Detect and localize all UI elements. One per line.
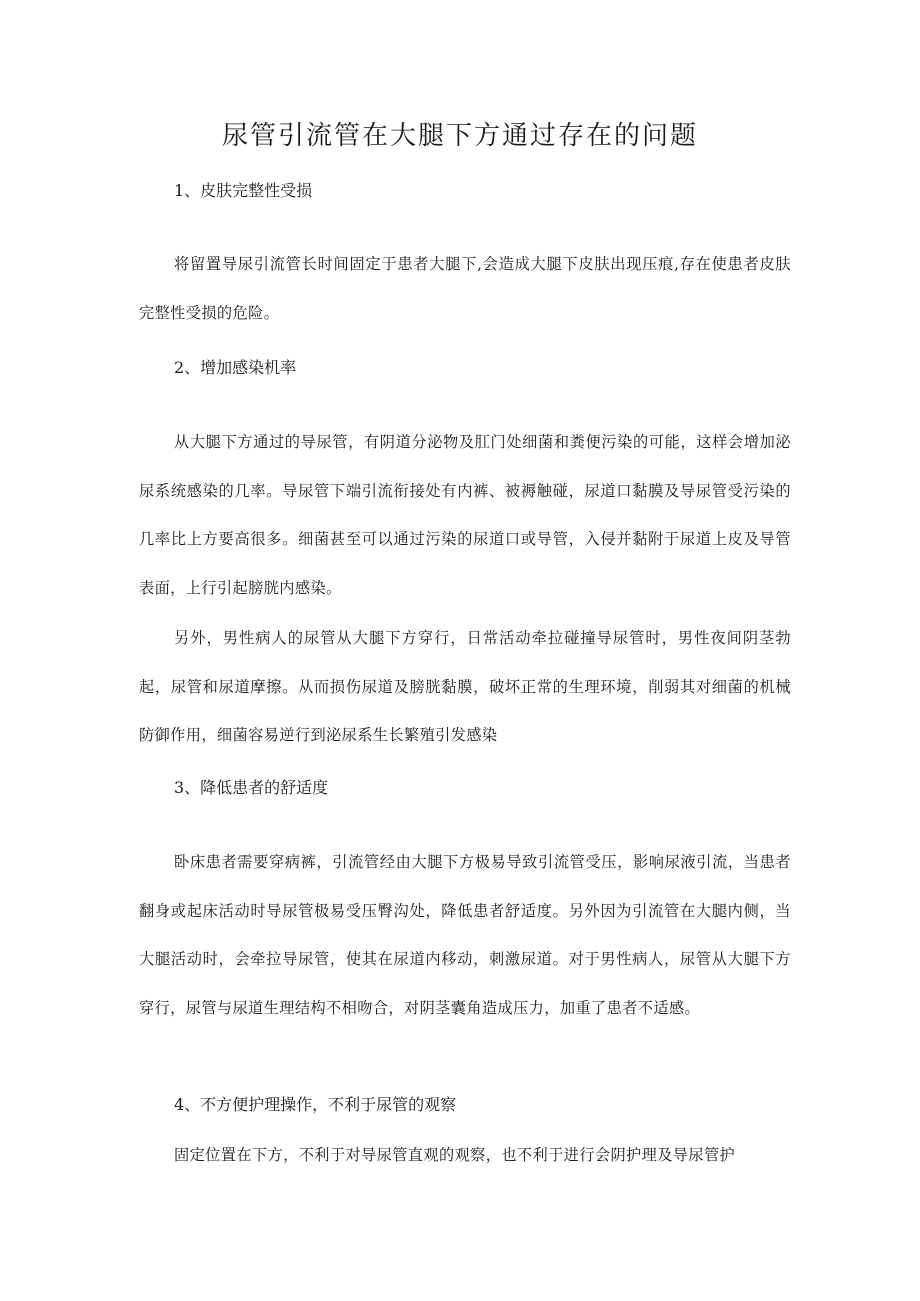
- section-4-paragraph-1: 固定位置在下方，不利于对导尿管直观的观察，也不利于进行会阴护理及导尿管护: [174, 1146, 736, 1164]
- section-heading-1: 1、皮肤完整性受损: [174, 181, 313, 200]
- document-title: 尿管引流管在大腿下方通过存在的问题: [221, 121, 698, 151]
- section-heading-2: 2、增加感染机率: [174, 358, 297, 377]
- section-heading-3: 3、降低患者的舒适度: [174, 778, 329, 797]
- section-2-paragraph-1: 从大腿下方通过的导尿管，有阴道分泌物及肛门处细菌和粪便污染的可能，这样会增加泌尿系统感染的几率。导尿管下端引流衔接处有内裤、被褥触碰，尿道口黏膜及导尿管受污染的几率比上方要高很多。细菌甚至可以通过污染的尿道口或导管，入侵并黏附于尿道上皮及导管表面，上行引起膀胱内感染。: [139, 433, 791, 597]
- section-1-paragraph-1: 将留置导尿引流管长时间固定于患者大腿下,会造成大腿下皮肤出现压痕,存在使患者皮肤完整性受损的危险。: [139, 255, 791, 322]
- section-2-paragraph-2: 另外，男性病人的尿管从大腿下方穿行，日常活动牵拉碰撞导尿管时，男性夜间阴茎勃起，尿管和尿道摩擦。从而损伤尿道及膀胱黏膜，破坏正常的生理环境，削弱其对细菌的机械防御作用，细菌容易逆行到泌尿系生长繁殖引发感染: [139, 629, 791, 744]
- section-heading-4: 4、不方便护理操作，不利于尿管的观察: [174, 1095, 457, 1114]
- section-3-paragraph-1: 卧床患者需要穿病裤，引流管经由大腿下方极易导致引流管受压，影响尿液引流，当患者翻身或起床活动时导尿管极易受压臀沟处，降低患者舒适度。另外因为引流管在大腿内侧，当大腿活动时，会牵拉导尿管，使其在尿道内移动，刺激尿道。对于男性病人，尿管从大腿下方穿行，尿管与尿道生理结构不相吻合，对阴茎囊角造成压力，加重了患者不适感。: [139, 853, 791, 1017]
